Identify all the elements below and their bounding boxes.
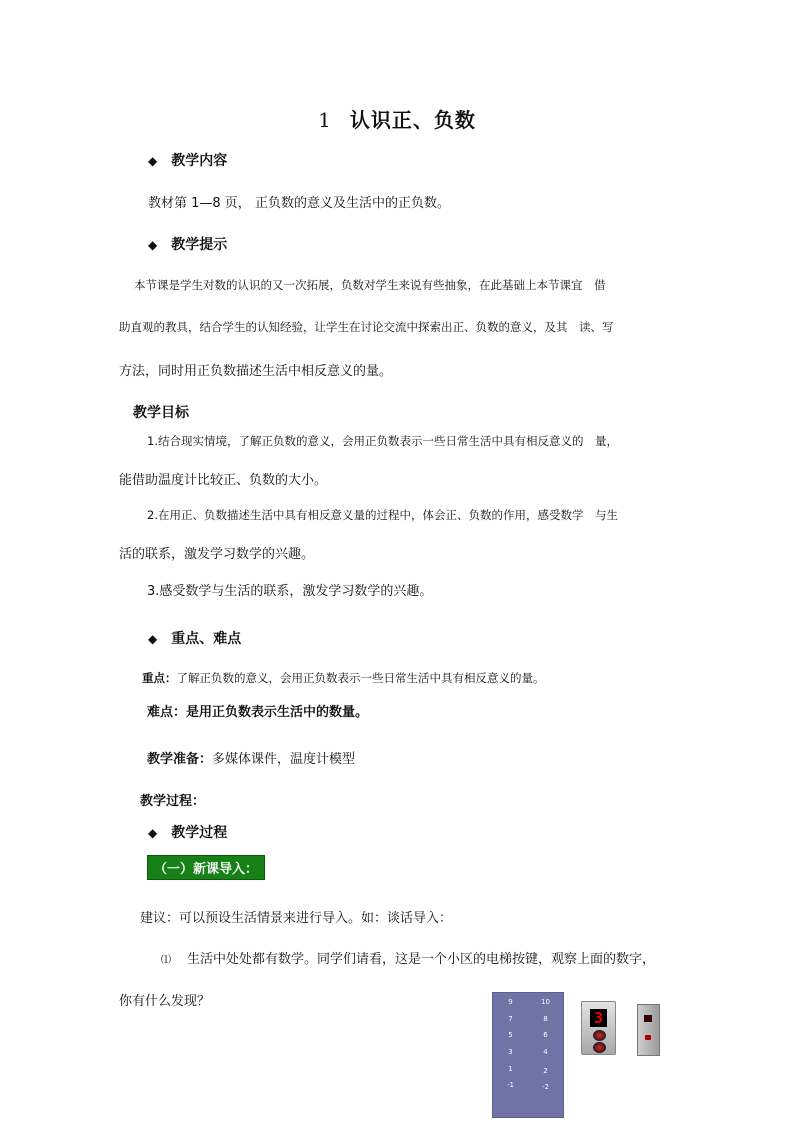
section-heading-tips [148, 234, 227, 254]
prep-text: 多媒体课件，温度计模型 [212, 752, 356, 767]
key-point-text: 了解正负数的意义，会用正负数表示一些日常生活中具有相反意义的量。 [176, 671, 545, 685]
prep-label: 教学准备： [147, 752, 213, 767]
question-1-line-1 [161, 948, 655, 967]
diamond-bullet-icon: ◆ [148, 826, 158, 840]
panel-button: 8 [543, 1015, 548, 1023]
title-text: 认识正、负数 [349, 108, 476, 132]
goal-2-line-1: 2.在用正、负数描述生活中具有相反意义量的过程中，体会正、负数的作用，感受数学 与生 [147, 508, 618, 522]
goal-3: 3.感受数学与生活的联系，激发学习数学的兴趣。 [147, 584, 433, 599]
floor-display: 3 [590, 1009, 607, 1027]
step-box-intro: （一）新课导入： [147, 855, 265, 880]
process-label: 教学过程： [140, 794, 206, 809]
tips-line-1: 本节课是学生对数的认识的又一次拓展，负数对学生来说有些抽象，在此基础上本节课宜 借 [134, 278, 606, 292]
key-point-label: 重点： [142, 671, 177, 685]
title-number: 1 [318, 108, 332, 132]
panel-button: 3 [508, 1048, 513, 1056]
diamond-bullet-icon: ◆ [148, 632, 158, 646]
difficult-point: 难点：是用正负数表示生活中的数量。 [147, 705, 369, 720]
panel-button: 1 [508, 1065, 513, 1073]
question-1-line-2: 你有什么发现？ [119, 994, 211, 1009]
key-point [142, 670, 545, 686]
section-heading-content [148, 150, 227, 170]
page-title [0, 104, 794, 133]
question-number: ⑴ [161, 955, 171, 966]
content-text: 教材第 1—8 页， 正负数的意义及生活中的正负数。 [148, 196, 450, 211]
suggestion-text: 建议：可以预设生活情景来进行导入。如：谈话导入： [140, 911, 453, 926]
small-display-icon [644, 1015, 652, 1022]
heading-text: 教学过程 [171, 825, 228, 841]
tips-line-2: 助直观的教具，结合学生的认知经验，让学生在讨论交流中探索出正、负数的意义，及其 读、写 [119, 320, 614, 334]
diamond-bullet-icon: ◆ [148, 238, 158, 252]
panel-button: 6 [543, 1031, 548, 1039]
heading-text: 教学内容 [171, 153, 228, 169]
teaching-prep [147, 748, 355, 767]
panel-button: -1 [507, 1081, 514, 1089]
elevator-button-panel-image [492, 992, 564, 1118]
question-text: 生活中处处都有数学。同学们请看，这是一个小区的电梯按键，观察上面的数字， [187, 952, 656, 967]
panel-button: 7 [508, 1015, 513, 1023]
panel-button: 10 [541, 998, 550, 1006]
elevator-small-panel-image [637, 1004, 660, 1056]
panel-button: 4 [543, 1048, 548, 1056]
section-heading-keypoints [148, 628, 241, 648]
heading-text: 重点、难点 [171, 631, 242, 647]
call-button-up-icon [593, 1030, 606, 1041]
call-button-down-icon [593, 1042, 606, 1053]
tips-line-3: 方法，同时用正负数描述生活中相反意义的量。 [119, 364, 393, 379]
small-button-icon [645, 1035, 651, 1040]
goal-1-line-1: 1.结合现实情境，了解正负数的意义，会用正负数表示一些日常生活中具有相反意义的 量， [147, 434, 618, 448]
diamond-bullet-icon: ◆ [148, 154, 158, 168]
heading-text: 教学提示 [171, 237, 228, 253]
panel-button: 2 [543, 1067, 548, 1075]
elevator-display-image [581, 1001, 616, 1055]
goal-2-line-2: 活的联系，激发学习数学的兴趣。 [119, 547, 315, 562]
section-heading-process [148, 822, 227, 842]
section-heading-goals: 教学目标 [133, 405, 189, 421]
panel-button: 5 [508, 1031, 513, 1039]
panel-button: -2 [542, 1083, 549, 1091]
panel-button: 9 [508, 998, 513, 1006]
goal-1-line-2: 能借助温度计比较正、负数的大小。 [119, 473, 328, 488]
